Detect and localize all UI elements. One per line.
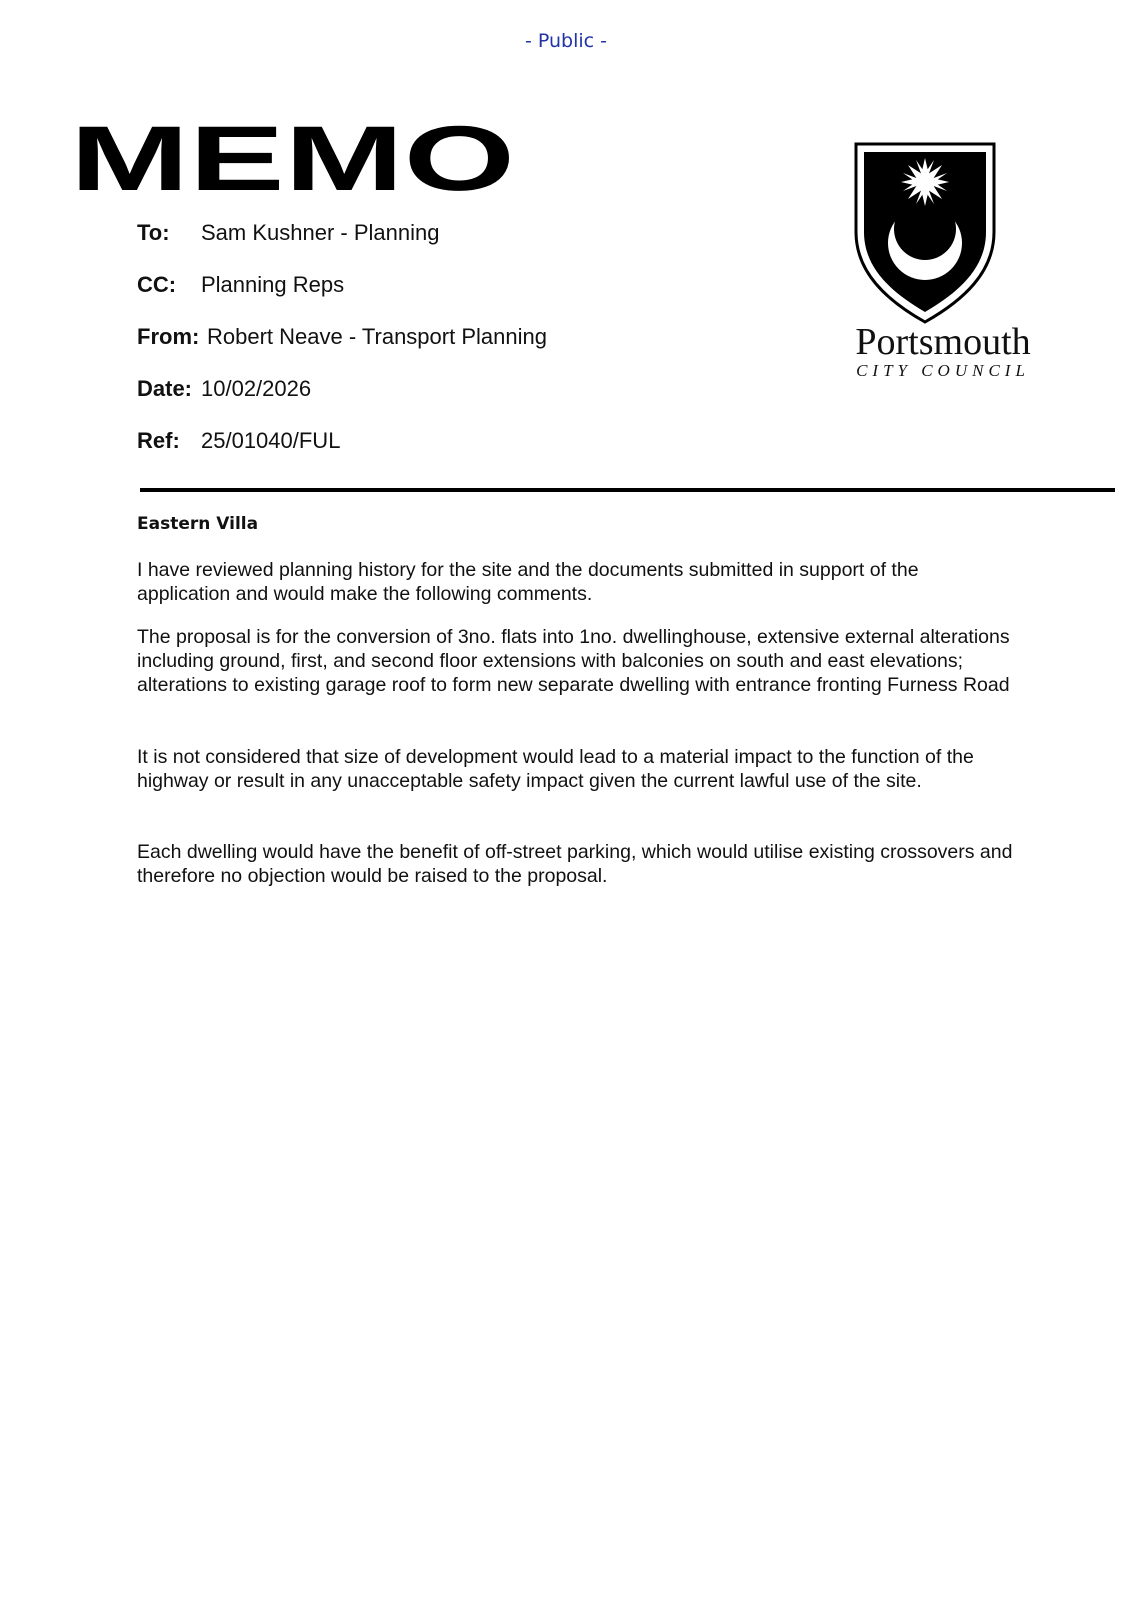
ref-row [137, 428, 341, 454]
date-value: 10/02/2026 [201, 376, 312, 401]
to-value: Sam Kushner - Planning [201, 220, 440, 245]
cc-value: Planning Reps [201, 272, 345, 297]
cc-label: CC: [137, 272, 177, 297]
from-label: From: [137, 324, 200, 349]
to-label: To: [137, 220, 170, 245]
from-row [137, 324, 547, 350]
from-value: Robert Neave - Transport Planning [207, 324, 547, 349]
cc-row [137, 272, 345, 298]
crescent-star-shield-icon [838, 140, 1058, 330]
logo-subname: CITY COUNCIL [856, 361, 1030, 380]
date-row [137, 376, 312, 402]
ref-label: Ref: [137, 428, 180, 453]
body-paragraph-2: The proposal is for the conversion of 3no. flats into 1no. dwellinghouse, extensive external alterations including ground, first, and second floor extensions with balconies on south and east elevations; alterations to existing garage roof to form new separate dwelling with entrance fronting Furness Road [137, 626, 1010, 696]
logo-name: Portsmouth [855, 321, 1031, 363]
classification-label: - Public - [524, 30, 608, 52]
memo-heading-text: MEMO [70, 122, 515, 202]
body-paragraph-3: It is not considered that size of development would lead to a material impact to the function of the highway or result in any unacceptable safety impact given the current lawful use of the site. [137, 746, 974, 792]
ref-value: 25/01040/FUL [201, 428, 341, 453]
header-divider [140, 488, 1115, 492]
to-row [137, 220, 440, 246]
subject-heading: Eastern Villa [137, 514, 259, 534]
memo-heading [70, 122, 530, 202]
body-paragraph-1: I have reviewed planning history for the site and the documents submitted in support of the application and would make the following comments. [137, 559, 919, 605]
date-label: Date: [137, 376, 193, 401]
body-paragraph-4: Each dwelling would have the benefit of off-street parking, which would utilise existing crossovers and therefore no objection would be raised to the proposal. [137, 841, 1013, 887]
